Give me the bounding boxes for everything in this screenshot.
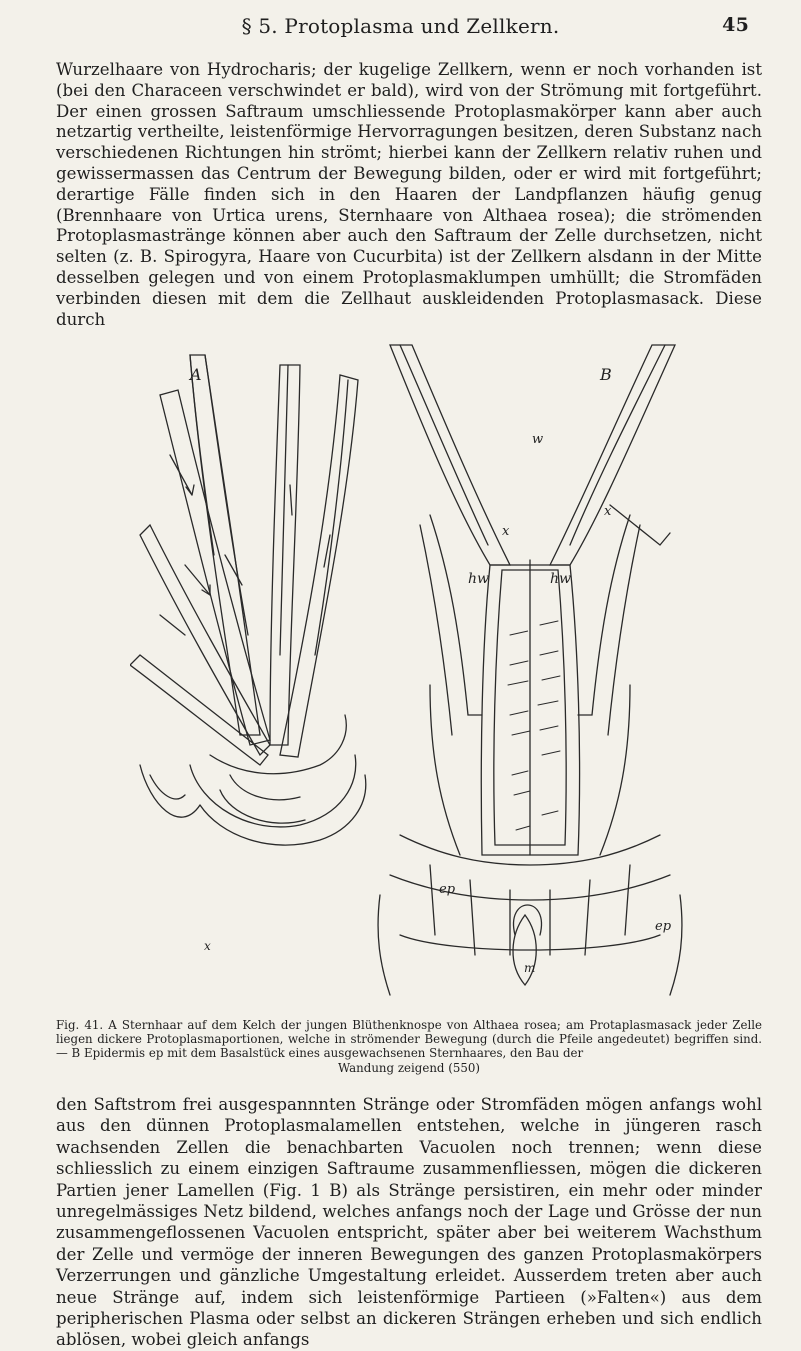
- label-x-center: x: [502, 524, 510, 539]
- label-ep-right: ep: [655, 919, 672, 934]
- epidermis-b: [378, 345, 682, 995]
- body-text-bottom: [56, 1094, 762, 1351]
- section-title: § 5. Protoplasma und Zellkern.: [241, 14, 560, 38]
- caption-text-end: Wandung zeigend (550): [338, 1060, 480, 1075]
- label-hw-right: hw: [550, 571, 571, 587]
- label-ep-left: ep: [439, 882, 456, 897]
- paragraph: Wurzelhaare von Hydrocharis; der kugelige Zellkern, wenn er noch vorhanden ist (bei den Characeen verschwindet er bald), wird von der Strömung mit fortgeführt. Der einen grossen Saftraum umschliessende Protoplasmakörper kann aber auch netzartig vertheilte, leistenförmige Hervorragungen besitzen, deren Substanz nach verschiedenen Richtungen hin strömt; hierbei kann der Zellkern relativ ruhen und gewissermassen das Centrum der Bewegung bilden, oder er wird mit fortgeführt; derartige Fälle finden sich in den Haaren der Landpflanzen häufig genug (Brennhaare von Urtica urens, Sternhaare von Althaea rosea); die strömenden Protoplasmastränge können aber auch den Saftraum der Zelle durchsetzen, nicht selten (z. B. Spirogyra, Haare von Cucurbita) ist der Zellkern alsdann in der Mitte desselben gelegen und von einem Protoplasmaklumpen umhüllt; die Stromfäden verbinden diesen mit dem die Zellhaut auskleidenden Protoplasmasack. Diese durch: [56, 60, 762, 329]
- figure-caption: [56, 1018, 762, 1075]
- page-number: 45: [722, 14, 749, 36]
- vacuole-marks: [508, 621, 560, 830]
- paragraph: den Saftstrom frei ausgespannnten Stränge oder Stromfäden mögen anfangs wohl aus den dünnen Protoplasmalamellen entstehen, welche in jüngeren rasch wachsenden Zellen die benachbarten Vacuolen noch trennen; wenn diese schliesslich zu einem einzigen Saftraume zusammenfliessen, mögen die dickeren Partien jener Lamellen (Fig. 1 B) als Stränge persistiren, ein mehr oder minder unregelmässiges Netz bildend, welches anfangs noch der Lage und Grösse der nun zusammengeflossenen Vacuolen entspricht, später aber bei weiterem Wachsthum der Zelle und vermöge der inneren Bewegungen des ganzen Protoplasmakörpers Verzerrungen und gänzliche Umgestaltung erleidet. Ausserdem treten aber auch neue Stränge auf, indem sich leistenförmige Partieen (»Falten«) aus dem peripherischen Plasma oder selbst an dickeren Strängen erheben und sich endlich ablösen, wobei gleich anfangs: [56, 1095, 762, 1350]
- label-a: A: [190, 365, 202, 384]
- figure-41: [130, 335, 690, 1015]
- label-m: m: [524, 961, 536, 975]
- label-hw-left: hw: [468, 571, 489, 587]
- label-w: w: [532, 432, 544, 447]
- star-hair-a: [130, 355, 366, 845]
- label-x-bottom: x: [204, 939, 211, 953]
- caption-text: Fig. 41. A Sternhaar auf dem Kelch der jungen Blüthenknospe von Althaea rosea; am Protaplasmasack jeder Zelle liegen dickere Protoplasmaportionen, welche in strömender Bewegung (durch die Pfeile angedeutet) begriffen sind. — B Epidermis ep mit dem Basalstück eines ausgewachsenen Sternhaares, den Bau der: [56, 1018, 762, 1061]
- figure-drawing: [130, 335, 690, 1015]
- label-x-right: x: [604, 504, 612, 519]
- running-header: [0, 14, 801, 42]
- label-b: B: [600, 365, 612, 384]
- body-text-top: [56, 60, 762, 330]
